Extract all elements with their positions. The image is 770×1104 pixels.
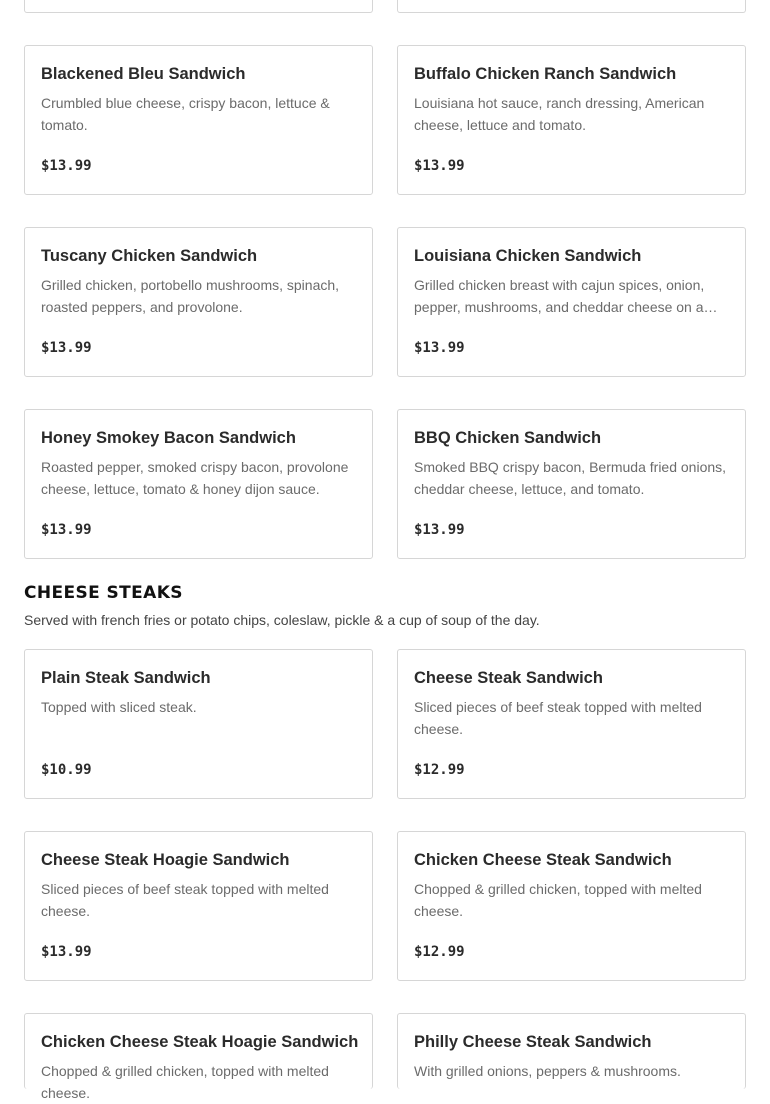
item-description: Sliced pieces of beef steak topped with melted cheese. bbox=[41, 881, 329, 919]
item-description: Sliced pieces of beef steak topped with melted cheese. bbox=[414, 699, 702, 737]
menu-item-card[interactable] bbox=[24, 45, 373, 195]
item-price: $13.99 bbox=[414, 522, 465, 538]
item-price: $13.99 bbox=[41, 944, 92, 960]
item-name: Chicken Cheese Steak Hoagie Sandwich bbox=[41, 1033, 359, 1051]
section-subtitle: Served with french fries or potato chips, coleslaw, pickle & a cup of soup of the day. bbox=[24, 612, 540, 628]
menu-item-card[interactable] bbox=[24, 0, 373, 13]
item-description: Crumbled blue cheese, crispy bacon, lettuce & tomato. bbox=[41, 95, 330, 133]
item-name: Cheese Steak Sandwich bbox=[414, 669, 603, 687]
menu-item-card[interactable] bbox=[397, 831, 746, 981]
item-price: $10.99 bbox=[41, 762, 92, 778]
item-name: Buffalo Chicken Ranch Sandwich bbox=[414, 65, 677, 83]
item-description: Grilled chicken, portobello mushrooms, spinach, roasted peppers, and provolone. bbox=[41, 277, 340, 315]
menu-item-card[interactable] bbox=[397, 649, 746, 799]
item-name: Chicken Cheese Steak Sandwich bbox=[414, 851, 672, 869]
item-description: Smoked BBQ crispy bacon, Bermuda fried onions, cheddar cheese, lettuce, and tomato. bbox=[414, 459, 727, 497]
item-name: Blackened Bleu Sandwich bbox=[41, 65, 246, 83]
item-price: $13.99 bbox=[41, 158, 92, 174]
item-price: $12.99 bbox=[414, 944, 465, 960]
item-name: Louisiana Chicken Sandwich bbox=[414, 247, 642, 265]
item-description: Chopped & grilled chicken, topped with melted cheese. bbox=[414, 881, 702, 919]
item-description: With grilled onions, peppers & mushrooms. bbox=[414, 1063, 681, 1079]
menu-item-card[interactable] bbox=[397, 45, 746, 195]
item-price: $13.99 bbox=[414, 158, 465, 174]
item-description: Chopped & grilled chicken, topped with melted cheese. bbox=[41, 1063, 329, 1101]
item-description: Louisiana hot sauce, ranch dressing, American cheese, lettuce and tomato. bbox=[414, 95, 705, 133]
menu-item-card[interactable] bbox=[397, 1013, 746, 1089]
item-name: Tuscany Chicken Sandwich bbox=[41, 247, 258, 265]
menu-item-card[interactable] bbox=[24, 831, 373, 981]
menu-item-card[interactable] bbox=[397, 409, 746, 559]
menu-item-card[interactable] bbox=[24, 227, 373, 377]
menu-item-card[interactable] bbox=[397, 0, 746, 13]
item-name: Honey Smokey Bacon Sandwich bbox=[41, 429, 296, 447]
item-description: Topped with sliced steak. bbox=[41, 699, 197, 715]
menu-item-card[interactable] bbox=[24, 649, 373, 799]
section-title: CHEESE STEAKS bbox=[24, 583, 183, 603]
item-price: $13.99 bbox=[41, 340, 92, 356]
item-name: BBQ Chicken Sandwich bbox=[414, 429, 602, 447]
menu-item-card[interactable] bbox=[24, 1013, 373, 1101]
item-name: Cheese Steak Hoagie Sandwich bbox=[41, 851, 290, 869]
item-description: Grilled chicken breast with cajun spices, onion, pepper, mushrooms, and cheddar cheese on a… bbox=[414, 277, 718, 315]
item-name: Philly Cheese Steak Sandwich bbox=[414, 1033, 652, 1051]
menu-item-card[interactable] bbox=[24, 409, 373, 559]
item-price: $13.99 bbox=[41, 522, 92, 538]
item-price: $13.99 bbox=[414, 340, 465, 356]
menu-item-card[interactable] bbox=[397, 227, 746, 377]
item-name: Plain Steak Sandwich bbox=[41, 669, 211, 687]
item-price: $12.99 bbox=[414, 762, 465, 778]
item-description: Roasted pepper, smoked crispy bacon, provolone cheese, lettuce, tomato & honey dijon sauce. bbox=[41, 459, 349, 497]
